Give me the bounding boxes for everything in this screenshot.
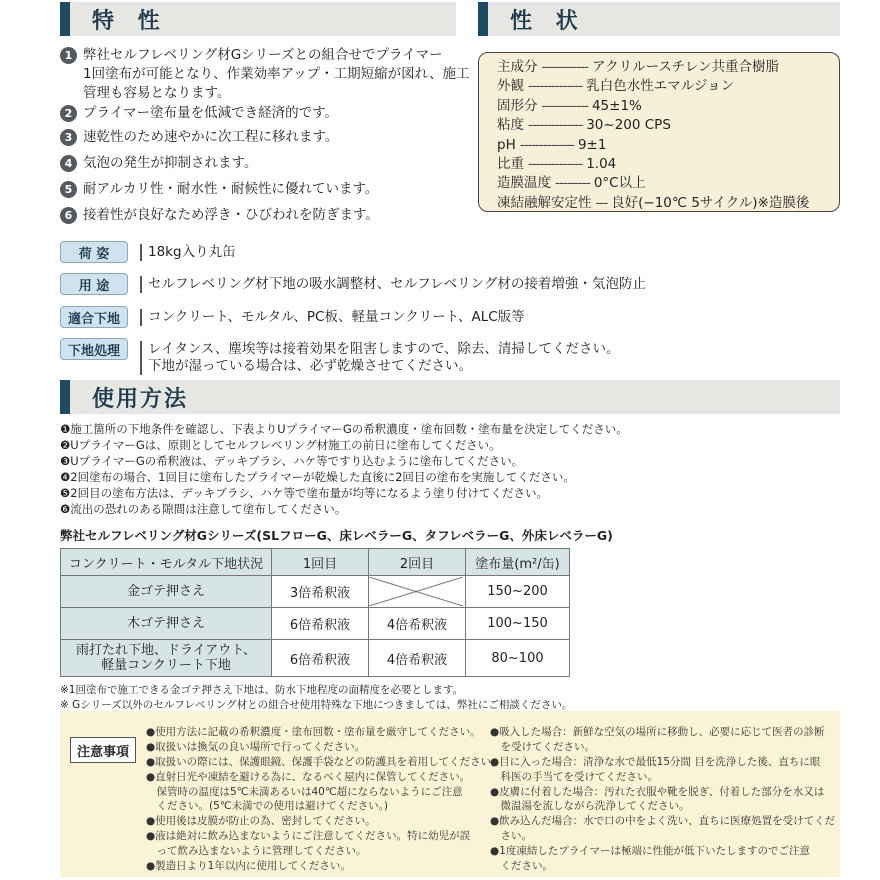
table-note-2: ※ Gシリーズ以外のセルフレベリング材との組合せ使用特殊な下地につきましては、弊社にご相談ください。 bbox=[60, 699, 573, 711]
cell-second: 4倍希釈液 bbox=[369, 640, 466, 677]
usage-heading bbox=[60, 380, 840, 414]
cell-amount: 150~200 bbox=[466, 576, 570, 608]
spec-text bbox=[140, 309, 525, 326]
property-dashes: ------------ bbox=[541, 59, 588, 75]
cross-mark bbox=[369, 577, 463, 606]
usage-title: 使用方法 bbox=[92, 386, 189, 412]
feature-text bbox=[83, 46, 469, 103]
feature-item bbox=[60, 154, 480, 173]
usage-step: ❶施工箇所の下地条件を確認し、下表よりUプライマーGの希釈濃度・塗布回数・塗布量を決定してください。 bbox=[60, 422, 628, 436]
feature-number: 2 bbox=[60, 105, 77, 122]
properties-title: 性 状 bbox=[510, 8, 586, 34]
feature-item bbox=[60, 104, 480, 123]
cell-condition bbox=[61, 576, 272, 608]
feature-item bbox=[60, 46, 480, 103]
caution-left-line: ●使用方法に記載の希釈濃度・塗布回数・塗布量を厳守してください。 bbox=[146, 726, 481, 738]
caution-box bbox=[60, 711, 840, 877]
usage-step: ❹2回塗布の場合、1回目に塗布したプライマーが乾燥した直後に2回目の塗布を実施してください。 bbox=[60, 470, 575, 484]
condition-line: 軽量コンクリート下地 bbox=[101, 658, 231, 673]
property-value: 乳白色水性エマルジョン bbox=[586, 78, 735, 95]
feature-text bbox=[83, 180, 378, 199]
heading-bar bbox=[60, 2, 70, 36]
features-title: 特 性 bbox=[92, 8, 168, 34]
spec-text bbox=[140, 276, 646, 293]
caution-left-line: ●取扱いの際には、保護眼鏡、保護手袋などの防護具を着用してください。 bbox=[146, 756, 502, 768]
property-row bbox=[497, 174, 839, 193]
property-key: 比重 bbox=[497, 156, 524, 173]
caution-right-line: ●皮膚に付着した場合：汚れた衣服や靴を脱ぎ、付着した部分を水又は bbox=[490, 786, 825, 798]
property-key: pH bbox=[497, 136, 516, 153]
feature-line: 1回塗布が可能となり、作業効率アップ・工期短縮が図れ、施工 bbox=[83, 66, 470, 82]
feature-item bbox=[60, 206, 480, 225]
caution-left-line: ●使用後は皮膜が防止の為、密封してください。 bbox=[146, 815, 376, 827]
property-dashes: --------- bbox=[555, 175, 590, 192]
condition-line: 木ゴテ押さえ bbox=[126, 616, 205, 631]
property-dashes: ------------ bbox=[541, 97, 588, 114]
cell-first: 6倍希釈液 bbox=[272, 640, 369, 677]
feature-number: 1 bbox=[60, 47, 77, 64]
caution-left-line: って飲み込まないように管理してください。 bbox=[146, 845, 367, 857]
property-dashes: --- bbox=[595, 194, 608, 211]
cell-second: 4倍希釈液 bbox=[369, 608, 466, 640]
cell-first: 3倍希釈液 bbox=[272, 576, 369, 608]
table-row bbox=[61, 576, 570, 608]
table-header-row bbox=[61, 549, 570, 576]
caution-right-line: を受けてください。 bbox=[490, 741, 595, 753]
usage-step: ❸UプライマーGの希釈液は、デッキブラシ、ハケ等ですり込むように塗布してください。 bbox=[60, 454, 524, 468]
feature-line: 速乾性のため速やかに次工程に移れます。 bbox=[83, 129, 339, 145]
feature-text bbox=[83, 206, 379, 225]
feature-text bbox=[83, 128, 338, 147]
heading-bar bbox=[478, 2, 488, 36]
spec-line: 18kg入り丸缶 bbox=[148, 244, 236, 260]
usage-step: ❷UプライマーGは、原則としてセルフレベリング材施工の前日に塗布してください。 bbox=[60, 438, 501, 452]
header-first: 1回目 bbox=[272, 549, 369, 576]
property-dashes: -------------- bbox=[528, 78, 583, 95]
property-key: 外観 bbox=[497, 78, 524, 95]
cell-amount: 100~150 bbox=[466, 608, 570, 640]
feature-line: 気泡の発生が抑制されます。 bbox=[83, 155, 258, 171]
cell-condition bbox=[61, 640, 272, 677]
usage-step: ❺2回目の塗布方法は、デッキブラシ、ハケ等で塗布量が均等になるよう塗り付けてください。 bbox=[60, 486, 548, 500]
feature-item bbox=[60, 180, 480, 199]
property-value: 30~200 CPS bbox=[586, 117, 671, 134]
caution-left-line: ●液は絶対に飲み込まないようにご注意してください。特に幼児が誤 bbox=[146, 830, 471, 842]
property-row bbox=[497, 194, 839, 213]
spec-line: セルフレベリング材下地の吸水調整材、セルフレベリング材の接着増強・気泡防止 bbox=[148, 276, 646, 292]
cell-first: 6倍希釈液 bbox=[272, 608, 369, 640]
cell-second bbox=[369, 576, 466, 608]
feature-number: 4 bbox=[60, 155, 77, 172]
property-dashes: -------------- bbox=[528, 117, 583, 134]
caution-right-line: 微温湯を流しながら洗浄してください。 bbox=[490, 800, 690, 812]
property-row bbox=[497, 97, 839, 116]
feature-text bbox=[83, 104, 338, 123]
features-heading bbox=[60, 2, 456, 36]
spec-line: コンクリート、モルタル、PC板、軽量コンクリート、ALC版等 bbox=[148, 309, 525, 325]
property-key: 固形分 bbox=[497, 97, 538, 114]
property-row bbox=[497, 116, 839, 135]
header-amount: 塗布量(m²/缶) bbox=[466, 549, 570, 576]
feature-line: 管理も容易となります。 bbox=[83, 85, 231, 101]
feature-number: 5 bbox=[60, 181, 77, 198]
caution-left-line: ●製造日より1年以内に使用してください。 bbox=[146, 860, 351, 872]
table-title: 弊社セルフレベリング材Gシリーズ(SLフローG、床レベラーG、タフレベラーG、外床レベラーG) bbox=[60, 528, 613, 543]
caution-right-line: さい。 bbox=[490, 830, 532, 842]
property-row bbox=[497, 155, 839, 174]
table-note-1: ※1回塗布で施工できる金ゴテ押さえ下地は、防水下地程度の面精度を必要とします。 bbox=[60, 684, 464, 696]
caution-left-line: ください。(5℃未満での使用は避けてください。) bbox=[146, 800, 388, 812]
caution-right-line: ●1度凍結したプライマーは極端に性能が低下いたしますのでご注意 bbox=[490, 845, 811, 857]
caution-right-line: ●吸入した場合：新鮮な空気の場所に移動し、必要に応じて医者の診断 bbox=[490, 726, 825, 738]
caution-left-line: 保管時の温度は5℃未満あるいは40℃超にならないようにご注意 bbox=[146, 786, 463, 798]
caution-left-line: ●取扱いは換気の良い場所で行ってください。 bbox=[146, 741, 366, 753]
feature-line: 耐アルカリ性・耐水性・耐候性に優れています。 bbox=[83, 181, 379, 197]
property-value: 良好(−10℃ 5サイクル)※造膜後 bbox=[611, 194, 810, 211]
caution-label: 注意事項 bbox=[70, 737, 136, 763]
cell-condition bbox=[61, 608, 272, 640]
property-key: 粘度 bbox=[497, 117, 524, 134]
caution-right-line: ●飲み込んだ場合：水で口の中をよく洗い、直ちに医療処置を受けてくだ bbox=[490, 815, 836, 827]
properties-box bbox=[478, 52, 840, 212]
spec-text bbox=[140, 244, 236, 261]
heading-bar bbox=[60, 380, 70, 414]
property-value: 9±1 bbox=[577, 136, 607, 153]
property-key: 造膜温度 bbox=[497, 175, 551, 192]
feature-text bbox=[83, 154, 257, 173]
cell-amount: 80~100 bbox=[466, 640, 570, 677]
usage-step: ❻流出の恐れのある隙間は注意して塗布してください。 bbox=[60, 502, 347, 516]
caution-right-line: 科医の手当てを受けてください。 bbox=[490, 771, 658, 783]
property-row bbox=[497, 136, 839, 155]
property-value: 45±1% bbox=[591, 97, 642, 114]
condition-line: 金ゴテ押さえ bbox=[126, 584, 205, 599]
property-row bbox=[497, 77, 839, 96]
property-value: 0°C以上 bbox=[593, 175, 646, 192]
header-condition: コンクリート・モルタル下地状況 bbox=[61, 549, 272, 576]
feature-number: 6 bbox=[60, 207, 77, 224]
property-key: 凍結融解安定性 bbox=[497, 194, 592, 211]
property-value: アクリルースチレン共重合樹脂 bbox=[591, 59, 780, 75]
feature-item bbox=[60, 128, 480, 147]
header-second: 2回目 bbox=[369, 549, 466, 576]
spec-tag: 適合下地 bbox=[60, 306, 128, 328]
properties-heading bbox=[478, 2, 840, 36]
property-value: 1.04 bbox=[586, 156, 617, 173]
caution-right-line: ください。 bbox=[490, 860, 553, 872]
spec-line: レイタンス、塵埃等は接着効果を阻害しますので、除去、清掃してください。 bbox=[148, 341, 620, 357]
caution-left-line: ●直射日光や凍結を避ける為に、なるべく屋内に保管してください。 bbox=[146, 771, 471, 783]
table-row bbox=[61, 640, 570, 677]
feature-line: プライマー塗布量を低減でき経済的です。 bbox=[83, 105, 339, 121]
spec-line: 下地が湿っている場合は、必ず乾燥させてください。 bbox=[148, 358, 472, 374]
property-dashes: -------------- bbox=[528, 156, 583, 173]
feature-line: 弊社セルフレベリング材Gシリーズとの組合せでプライマー bbox=[83, 47, 443, 63]
table-row bbox=[61, 608, 570, 640]
spec-tag: 下地処理 bbox=[60, 338, 128, 360]
caution-right-line: ●目に入った場合：清浄な水で最低15分間 目を洗浄した後、直ちに眼 bbox=[490, 756, 821, 768]
dilution-table bbox=[60, 548, 570, 677]
feature-line: 接着性が良好なため浮き・ひびわれを防ぎます。 bbox=[83, 207, 379, 223]
property-row bbox=[497, 58, 839, 77]
condition-line: 雨打たれ下地、ドライアウト、 bbox=[75, 643, 257, 658]
spec-tag: 荷 姿 bbox=[60, 241, 128, 263]
feature-number: 3 bbox=[60, 129, 77, 146]
property-dashes: -------------- bbox=[519, 136, 574, 153]
spec-text bbox=[140, 341, 620, 375]
property-key: 主成分 bbox=[497, 59, 538, 75]
spec-tag: 用 途 bbox=[60, 273, 128, 295]
